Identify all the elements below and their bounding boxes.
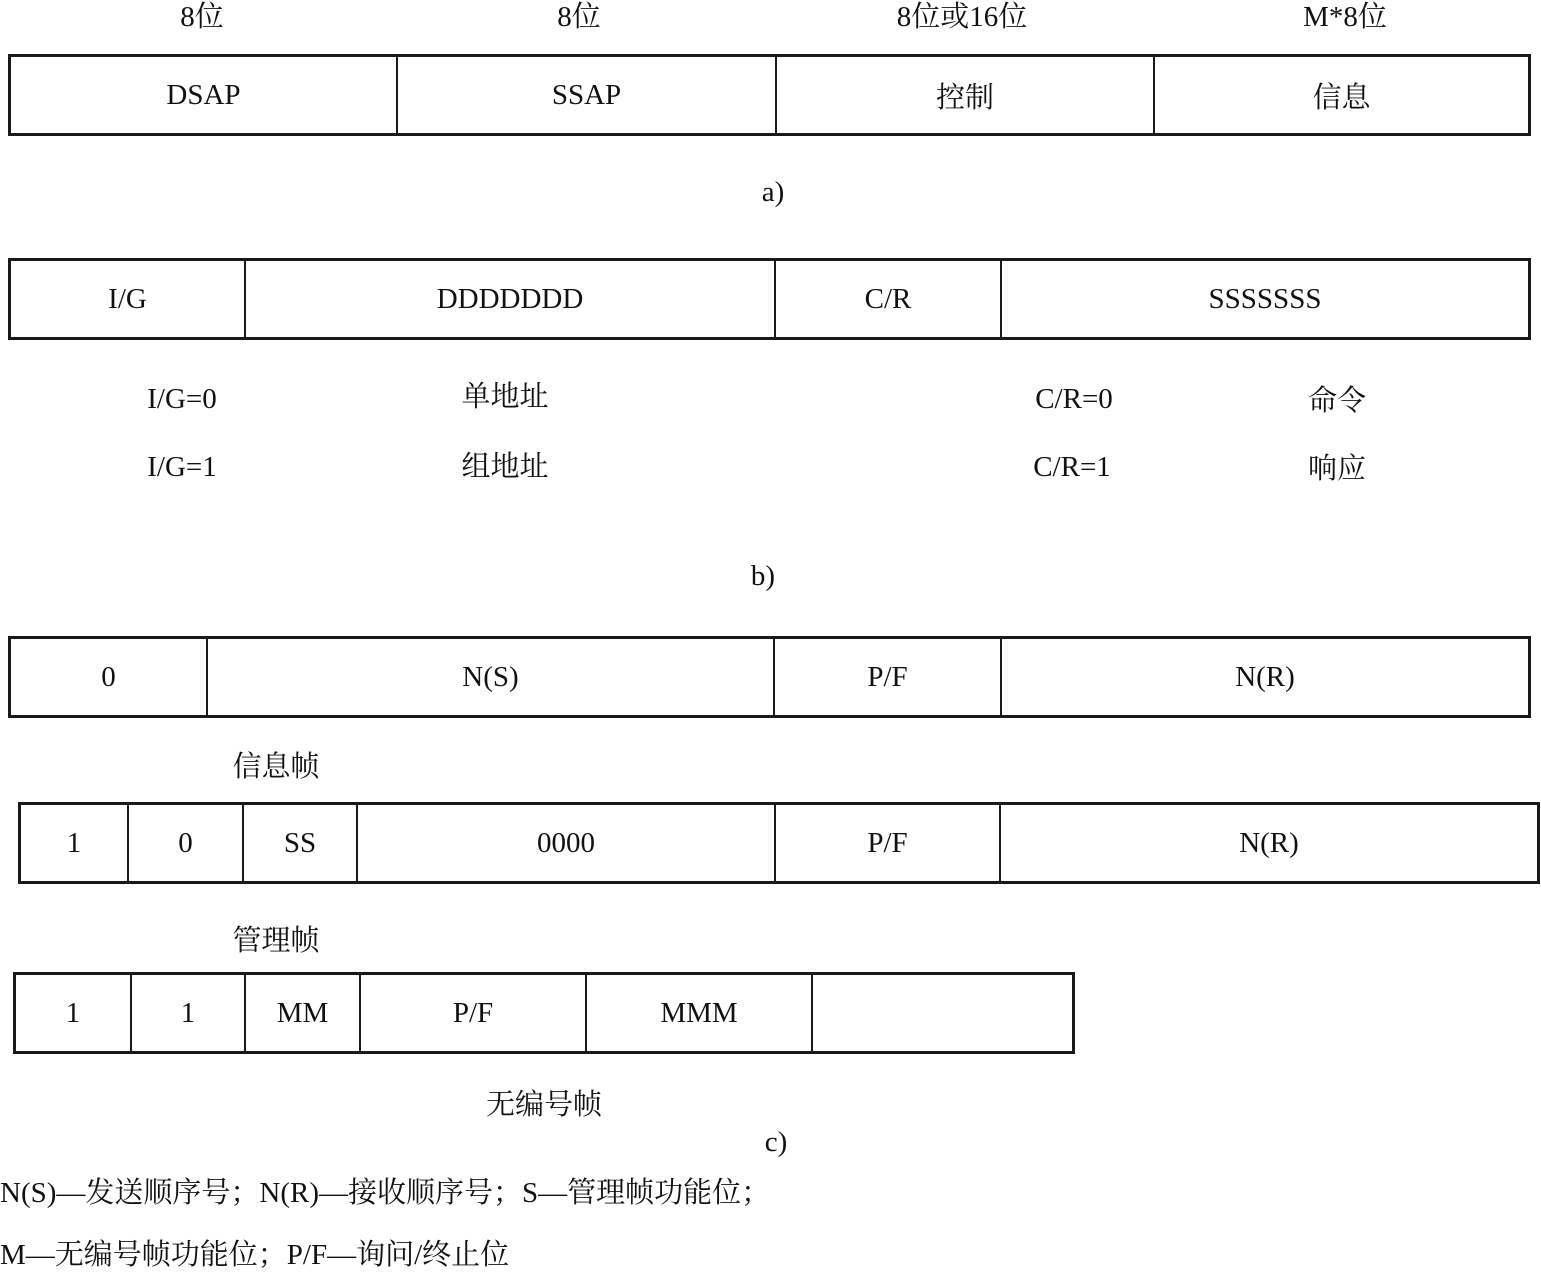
un-frame-pf: P/F: [361, 975, 587, 1051]
legend-line-2: M—无编号帧功能位；P/F—询问/终止位: [0, 1239, 510, 1271]
legend-line-1: N(S)—发送顺序号；N(R)—接收顺序号；S—管理帧功能位；: [0, 1177, 771, 1209]
note-ig1: I/G=1: [147, 451, 217, 483]
bit-label-ssap: 8位: [557, 1, 601, 33]
bit-label-info: M*8位: [1303, 1, 1387, 33]
sup-frame-nr: N(R): [1239, 826, 1299, 859]
un-frame-mmm: MMM: [587, 975, 813, 1051]
sup-frame-bit0: 1: [21, 805, 129, 881]
info-frame-label: 信息帧: [232, 751, 320, 783]
field-ig: I/G: [11, 261, 246, 337]
info-frame-bit0: 0: [11, 639, 208, 715]
info-frame-pf: P/F: [775, 639, 1002, 715]
unnumbered-frame-label: 无编号帧: [485, 1089, 603, 1121]
info-frame: [8, 636, 1531, 718]
field-info: 信息: [1312, 81, 1371, 114]
field-dsap-bits: DDDDDDD: [246, 261, 776, 337]
un-frame-empty: [813, 975, 1072, 1051]
sup-frame-zeros: 0000: [358, 805, 776, 881]
sup-frame-pf: P/F: [776, 805, 1001, 881]
caption-c: c): [764, 1126, 788, 1158]
supervisory-frame: [18, 802, 1540, 884]
note-ig0-meaning: 单地址: [461, 381, 549, 413]
caption-a: a): [761, 176, 785, 208]
field-cr: C/R: [776, 261, 1002, 337]
unnumbered-frame: [13, 972, 1075, 1054]
field-ssap: SSAP: [398, 57, 777, 133]
sup-frame-bit1: 0: [129, 805, 244, 881]
supervisory-frame-label: 管理帧: [232, 925, 320, 957]
field-ssap-bits: SSSSSSS: [1208, 282, 1322, 315]
info-frame-ns: N(S): [208, 639, 775, 715]
note-ig0: I/G=0: [147, 383, 217, 415]
info-frame-nr: N(R): [1235, 660, 1295, 693]
field-dsap: DSAP: [11, 57, 398, 133]
bit-label-dsap: 8位: [180, 1, 224, 33]
un-frame-bit0: 1: [16, 975, 132, 1051]
note-cr0: C/R=0: [1035, 383, 1113, 415]
field-control: 控制: [777, 57, 1155, 133]
note-cr1: C/R=1: [1033, 451, 1111, 483]
bit-label-control: 8位或16位: [896, 1, 1028, 33]
note-cr0-meaning: 命令: [1307, 385, 1367, 417]
note-cr1-meaning: 响应: [1307, 453, 1367, 485]
llc-pdu-frame: [8, 54, 1531, 136]
sup-frame-ss: SS: [244, 805, 358, 881]
address-field-frame: [8, 258, 1531, 340]
un-frame-mm: MM: [246, 975, 361, 1051]
un-frame-bit1: 1: [132, 975, 246, 1051]
note-ig1-meaning: 组地址: [461, 451, 549, 483]
caption-b: b): [750, 560, 776, 592]
